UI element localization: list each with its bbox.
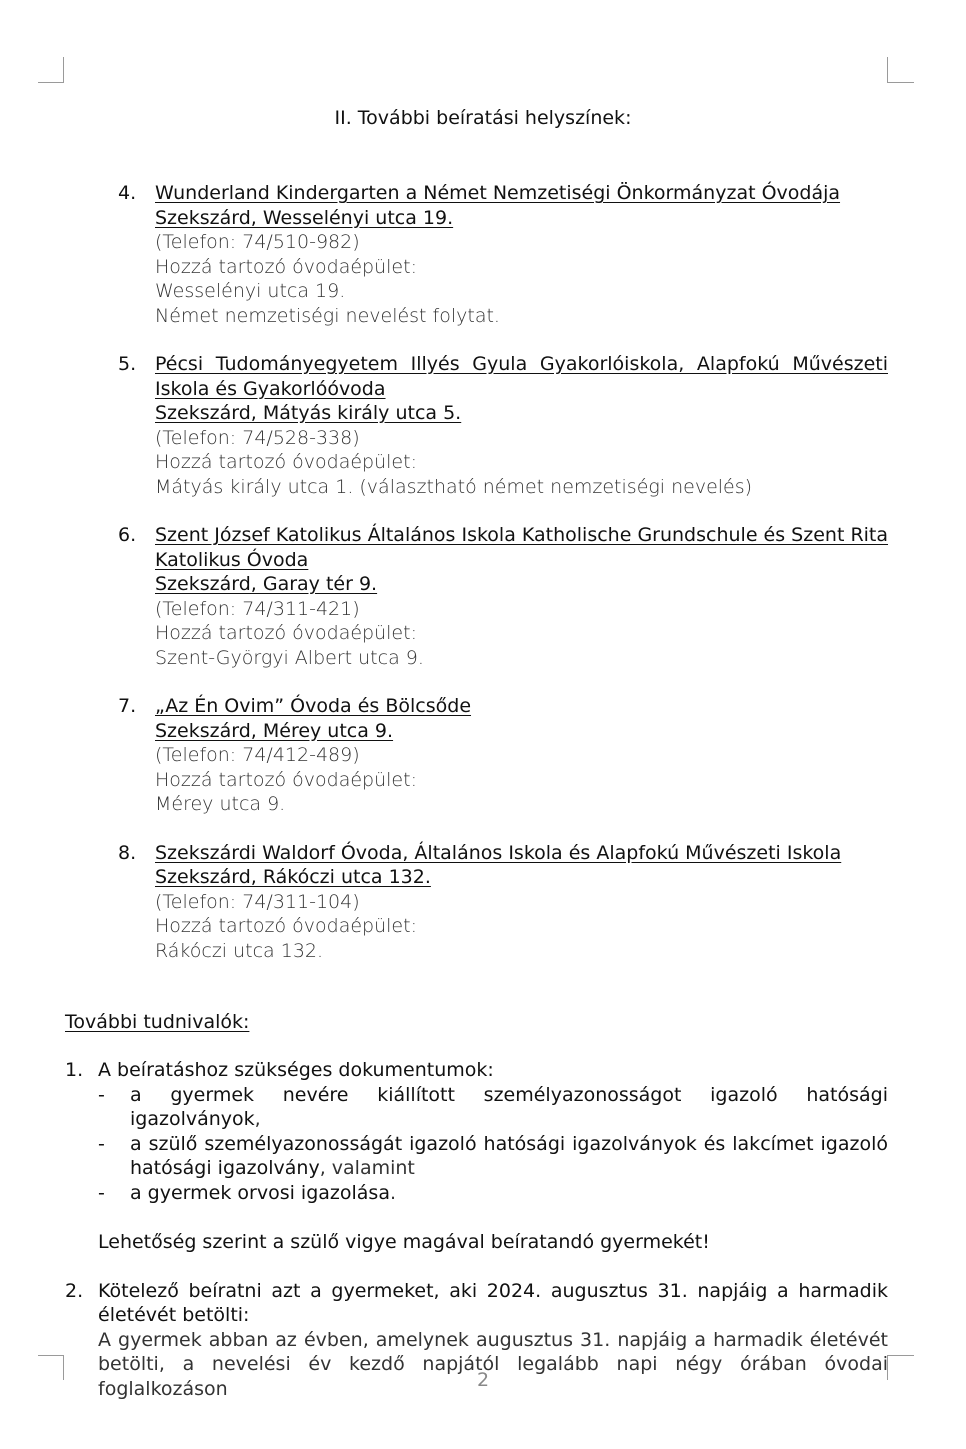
dash-bullet: - <box>98 1132 105 1155</box>
note-item <box>65 1058 888 1254</box>
list-item <box>98 1083 888 1132</box>
building-label: Hozzá tartozó óvodaépület: <box>155 451 417 473</box>
institution-number: 5. <box>118 353 137 375</box>
note-closing: Lehetőség szerint a szülő vigye magával beíratandó gyermekét! <box>98 1230 710 1253</box>
institution-address: Szekszárd, Mérey utca 9. <box>155 719 394 742</box>
institution-address: Szekszárd, Garay tér 9. <box>155 573 378 595</box>
list-item-tail: , valamint <box>319 1157 415 1179</box>
list-item <box>98 1132 888 1181</box>
list-item-text: a szülő személyazonosságát igazoló hatósági igazolványok és lakcímet igazoló hatósági igazolvány <box>130 1132 888 1179</box>
institution-number: 4. <box>118 182 137 204</box>
section-title: II. További beíratási helyszínek: <box>334 107 632 129</box>
notes-list <box>65 1058 888 1401</box>
institution-address: Szekszárd, Wesselényi utca 19. <box>155 206 454 229</box>
institution-list <box>118 181 888 987</box>
crop-mark-top-left <box>63 57 64 82</box>
institution-number: 6. <box>118 524 137 546</box>
note-title: A beíratáshoz szükséges dokumentumok: <box>98 1059 494 1081</box>
crop-mark-top-right <box>887 57 888 82</box>
institution-name: „Az Én Ovim” Óvoda és Bölcsőde <box>155 695 472 717</box>
list-item-text: a gyermek nevére kiállított személyazonosságot igazoló hatósági igazolványok <box>130 1083 888 1130</box>
institution-phone: (Telefon: 74/311-421) <box>155 597 360 620</box>
list-item-tail: . <box>389 1181 397 1204</box>
crop-mark-bottom-right-h <box>887 1355 914 1356</box>
note-title: Kötelező beíratni azt a gyermeket, aki 2024. augusztus 31. napjáig a harmadik életévét betölti: <box>98 1279 888 1326</box>
institution-name: Szekszárdi Waldorf Óvoda, Általános Iskola és Alapfokú Művészeti Iskola <box>155 841 842 864</box>
building-label: Hozzá tartozó óvodaépület: <box>155 255 417 278</box>
building-address: Mérey utca 9. <box>155 793 286 815</box>
building-address: Szent-Györgyi Albert utca 9. <box>155 646 424 669</box>
institution-item <box>118 352 888 499</box>
institution-phone: (Telefon: 74/311-104) <box>155 890 360 913</box>
building-address: Mátyás király utca 1. (választható német nemzetiségi nevelés) <box>155 475 753 498</box>
institution-number: 7. <box>118 695 137 717</box>
institution-item <box>118 694 888 817</box>
building-address: Rákóczi utca 132. <box>155 939 324 962</box>
building-label: Hozzá tartozó óvodaépület: <box>155 622 417 644</box>
crop-mark-top-left-h <box>38 82 64 83</box>
note-number: 1. <box>65 1059 84 1081</box>
institution-address: Szekszárd, Mátyás király utca 5. <box>155 402 462 424</box>
institution-name: Szent József Katolikus Általános Iskola Katholische Grundschule és Szent Rita Katolikus Óvoda <box>155 524 889 571</box>
institution-item <box>118 181 888 328</box>
institution-phone: (Telefon: 74/412-489) <box>155 744 360 766</box>
crop-mark-bottom-left-h <box>38 1355 64 1356</box>
building-address: Wesselényi utca 19. <box>155 280 346 302</box>
institution-item <box>118 841 888 964</box>
document-list <box>98 1083 888 1206</box>
institution-item <box>118 523 888 670</box>
institution-phone: (Telefon: 74/528-338) <box>155 426 360 449</box>
building-label: Hozzá tartozó óvodaépület: <box>155 915 417 937</box>
list-item <box>98 1181 888 1206</box>
institution-address: Szekszárd, Rákóczi utca 132. <box>155 866 431 888</box>
list-item-tail: , <box>254 1108 261 1130</box>
dash-bullet: - <box>98 1083 105 1106</box>
note-body: A gyermek abban az évben, amelynek augusztus 31. napjáig a harmadik életévét betölti, a nevelési év kezdő napjától legalább napi négy órában óvodai foglalkozáson <box>98 1328 888 1400</box>
institution-phone: (Telefon: 74/510-982) <box>155 231 360 253</box>
notes-heading: További tudnivalók: <box>65 1011 250 1033</box>
institution-extra: Német nemzetiségi nevelést folytat. <box>155 304 500 327</box>
crop-mark-top-right-h <box>887 82 914 83</box>
dash-bullet: - <box>98 1181 105 1204</box>
institution-name: Pécsi Tudományegyetem Illyés Gyula Gyakorlóiskola, Alapfokú Művészeti Iskola és Gyakorlóóvoda <box>155 353 888 400</box>
page-number: 2 <box>476 1369 490 1391</box>
note-number: 2. <box>65 1279 84 1302</box>
list-item-text: a gyermek orvosi igazolása <box>130 1181 390 1204</box>
institution-number: 8. <box>118 841 137 864</box>
institution-name: Wunderland Kindergarten a Német Nemzetiségi Önkormányzat Óvodája <box>155 182 841 204</box>
building-label: Hozzá tartozó óvodaépület: <box>155 768 417 791</box>
